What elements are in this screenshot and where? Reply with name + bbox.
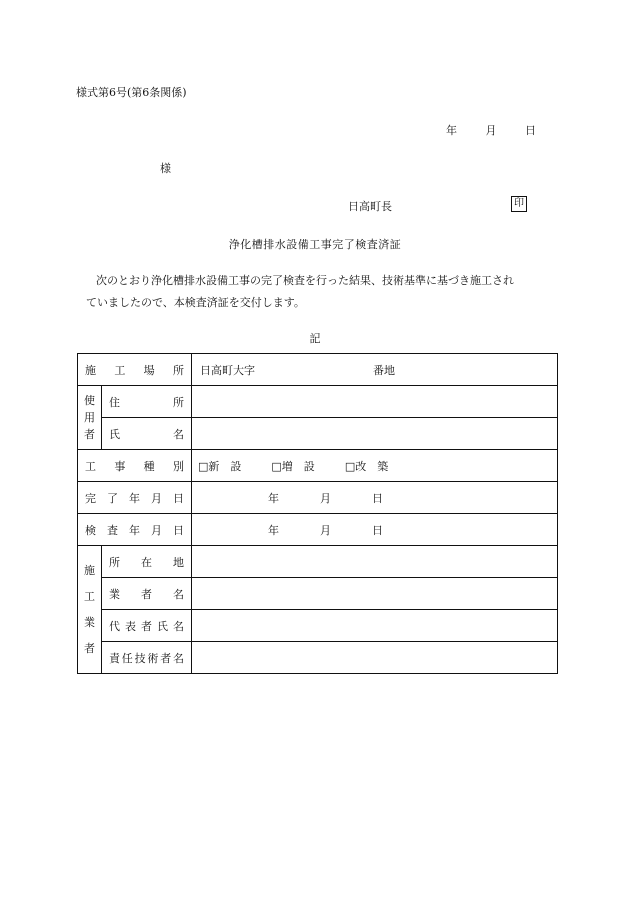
label-char: 年 bbox=[129, 523, 140, 537]
label-chars bbox=[102, 394, 191, 410]
inspection-date-label bbox=[78, 514, 192, 546]
document-title: 浄化槽排水設備工事完了検査済証 bbox=[228, 238, 402, 251]
label-char: 名 bbox=[172, 651, 184, 665]
year-label: 年 bbox=[268, 523, 279, 537]
label-char: 業 bbox=[109, 587, 120, 601]
ki-heading: 記 bbox=[309, 332, 321, 345]
engineer-value bbox=[192, 642, 558, 674]
label-char: 名 bbox=[173, 619, 184, 633]
vertical-char: 施 bbox=[84, 563, 95, 577]
month-label: 月 bbox=[320, 491, 331, 505]
inspection-table bbox=[77, 353, 558, 674]
body-text bbox=[88, 270, 564, 314]
representative-label bbox=[102, 610, 192, 642]
label-chars bbox=[102, 650, 191, 666]
user-name-value bbox=[192, 418, 558, 450]
location-suffix: 番地 bbox=[373, 363, 395, 377]
label-chars bbox=[102, 586, 191, 602]
table-row bbox=[78, 450, 558, 482]
month-label: 月 bbox=[485, 124, 497, 137]
label-char: 地 bbox=[173, 555, 184, 569]
vertical-char: 業 bbox=[84, 615, 95, 629]
contractor-group-label bbox=[78, 546, 102, 674]
table-row bbox=[78, 610, 558, 642]
location-value bbox=[192, 354, 558, 386]
label-chars bbox=[78, 362, 191, 378]
label-char: 日 bbox=[173, 491, 184, 505]
vertical-char: 者 bbox=[84, 641, 95, 655]
work-type-value bbox=[192, 450, 558, 482]
label-char: 施 bbox=[85, 363, 96, 377]
year-label: 年 bbox=[268, 491, 279, 505]
label-char: 完 bbox=[85, 491, 96, 505]
table-row bbox=[78, 642, 558, 674]
label-char: 年 bbox=[129, 491, 140, 505]
vertical-char: 使 bbox=[84, 394, 95, 407]
addressee-suffix: 様 bbox=[160, 162, 171, 175]
label-char: 表 bbox=[125, 619, 136, 633]
day-label: 日 bbox=[525, 124, 536, 137]
day-label: 日 bbox=[372, 523, 383, 537]
user-address-value bbox=[192, 386, 558, 418]
form-number: 様式第6号(第6条関係) bbox=[76, 86, 187, 99]
label-char: 査 bbox=[107, 523, 118, 537]
table-row bbox=[78, 418, 558, 450]
inspection-date-value bbox=[192, 514, 558, 546]
user-address-label bbox=[102, 386, 192, 418]
label-char: 名 bbox=[173, 587, 184, 601]
label-char: 住 bbox=[109, 395, 120, 409]
label-char: 所 bbox=[173, 395, 184, 409]
label-char: 代 bbox=[109, 619, 120, 633]
label-char: 術 bbox=[147, 651, 159, 665]
representative-value bbox=[192, 610, 558, 642]
label-char: 所 bbox=[109, 555, 120, 569]
label-char: 所 bbox=[172, 363, 184, 377]
month-label: 月 bbox=[320, 523, 331, 537]
vertical-char: 者 bbox=[84, 428, 95, 441]
table-row bbox=[78, 482, 558, 514]
work-type-label bbox=[78, 450, 192, 482]
table-row bbox=[78, 514, 558, 546]
seal-mark: 印 bbox=[511, 196, 527, 212]
label-char: 在 bbox=[141, 555, 152, 569]
table-row bbox=[78, 578, 558, 610]
location-label bbox=[78, 354, 192, 386]
body-line-2: ていましたので、本検査済証を交付します。 bbox=[86, 296, 305, 309]
label-chars bbox=[102, 426, 191, 442]
table-row bbox=[78, 386, 558, 418]
label-char: 別 bbox=[172, 459, 184, 473]
label-char: 工 bbox=[85, 459, 96, 473]
engineer-label bbox=[102, 642, 192, 674]
label-char: 事 bbox=[114, 459, 126, 473]
label-char: 検 bbox=[85, 523, 96, 537]
label-char: 任 bbox=[121, 651, 133, 665]
label-chars bbox=[102, 554, 191, 570]
year-label: 年 bbox=[446, 124, 457, 137]
label-char: 者 bbox=[141, 587, 152, 601]
user-name-label bbox=[102, 418, 192, 450]
issue-date bbox=[446, 122, 536, 138]
contractor-company-value bbox=[192, 578, 558, 610]
body-line-1: 次のとおり浄化槽排水設備工事の完了検査を行った結果、技術基準に基づき施工され bbox=[96, 274, 514, 287]
label-char: 責 bbox=[109, 651, 120, 665]
label-char: 名 bbox=[173, 427, 184, 441]
label-chars bbox=[78, 458, 191, 474]
vertical-char: 用 bbox=[84, 411, 95, 424]
label-char: 工 bbox=[114, 363, 126, 377]
label-char: 日 bbox=[173, 523, 184, 537]
user-group-label bbox=[78, 386, 102, 450]
label-char: 月 bbox=[151, 523, 162, 537]
label-char: 氏 bbox=[109, 427, 120, 441]
label-char: 場 bbox=[143, 363, 155, 377]
table-row bbox=[78, 546, 558, 578]
day-label: 日 bbox=[372, 491, 383, 505]
vertical-char: 工 bbox=[84, 589, 95, 603]
completion-date-value bbox=[192, 482, 558, 514]
label-char: 技 bbox=[134, 651, 146, 665]
issuer-name: 日高町長 bbox=[348, 200, 392, 213]
checkbox-renovation[interactable]: □改 築 bbox=[344, 459, 389, 473]
location-prefix: 日高町大字 bbox=[200, 363, 255, 377]
checkbox-new[interactable]: □新 設 bbox=[198, 459, 242, 473]
label-chars bbox=[102, 618, 191, 634]
label-char: 者 bbox=[141, 619, 152, 633]
label-chars bbox=[78, 522, 191, 538]
contractor-location-value bbox=[192, 546, 558, 578]
checkbox-addition[interactable]: □増 設 bbox=[271, 459, 315, 473]
label-char: 氏 bbox=[157, 619, 168, 633]
label-chars bbox=[78, 490, 191, 506]
label-char: 者 bbox=[160, 651, 172, 665]
label-char: 了 bbox=[107, 491, 118, 505]
completion-date-label bbox=[78, 482, 192, 514]
contractor-location-label bbox=[102, 546, 192, 578]
contractor-company-label bbox=[102, 578, 192, 610]
label-char: 種 bbox=[143, 459, 155, 473]
table-row bbox=[78, 354, 558, 386]
label-char: 月 bbox=[151, 491, 162, 505]
